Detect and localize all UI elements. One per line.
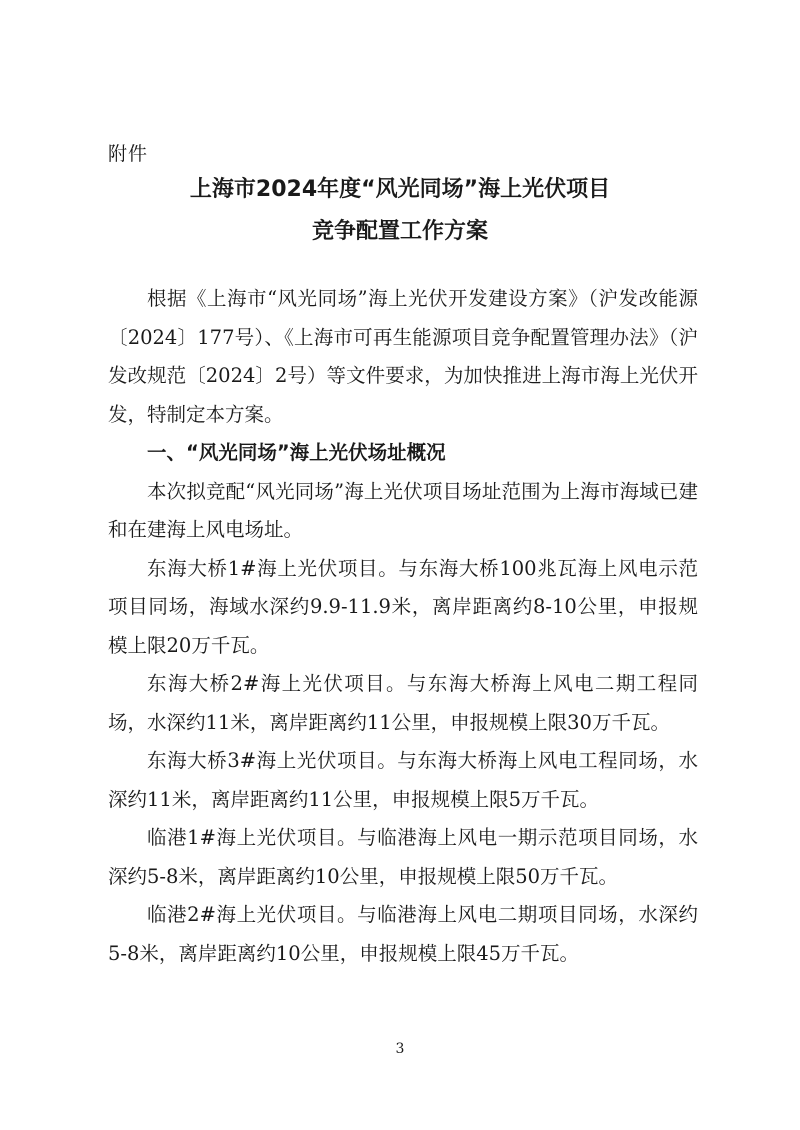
document-title-line2: 竞争配置工作方案 [311, 219, 488, 244]
document-title-line1: 上海市2024年度“风光同场”海上光伏项目 [189, 177, 611, 202]
section-heading: 一、“风光同场”海上光伏场址概况 [147, 441, 446, 464]
intro-paragraph: 根据《上海市“风光同场”海上光伏开发建设方案》（沪发改能源〔2024〕177号）、《上海市可再生能源项目竞争配置管理办法》（沪发改规范〔2024〕2号）等文件要求，为加快推进上海市海上光伏开发，特制定本方案。 [108, 287, 698, 426]
paragraph-site-scope: 本次拟竞配“风光同场”海上光伏项目场址范围为上海市海域已建和在建海上风电场址。 [108, 479, 698, 541]
page-number: 3 [395, 1041, 405, 1057]
document-body [108, 280, 698, 973]
paragraph-donghai-3: 东海大桥3#海上光伏项目。与东海大桥海上风电工程同场，水深约11米，离岸距离约11公里，申报规模上限5万千瓦。 [108, 749, 698, 811]
paragraph-donghai-2: 东海大桥2#海上光伏项目。与东海大桥海上风电二期工程同场，水深约11米，离岸距离约11公里，申报规模上限30万千瓦。 [108, 672, 698, 734]
paragraph-lingang-1: 临港1#海上光伏项目。与临港海上风电一期示范项目同场，水深约5-8米，离岸距离约10公里，申报规模上限50万千瓦。 [108, 826, 698, 888]
paragraph-donghai-1: 东海大桥1#海上光伏项目。与东海大桥100兆瓦海上风电示范项目同场，海域水深约9.9-11.9米，离岸距离约8-10公里，申报规模上限20万千瓦。 [108, 556, 698, 657]
attachment-label: 附件 [108, 143, 149, 165]
paragraph-lingang-2: 临港2#海上光伏项目。与临港海上风电二期项目同场，水深约5-8米，离岸距离约10公里，申报规模上限45万千瓦。 [108, 903, 698, 965]
